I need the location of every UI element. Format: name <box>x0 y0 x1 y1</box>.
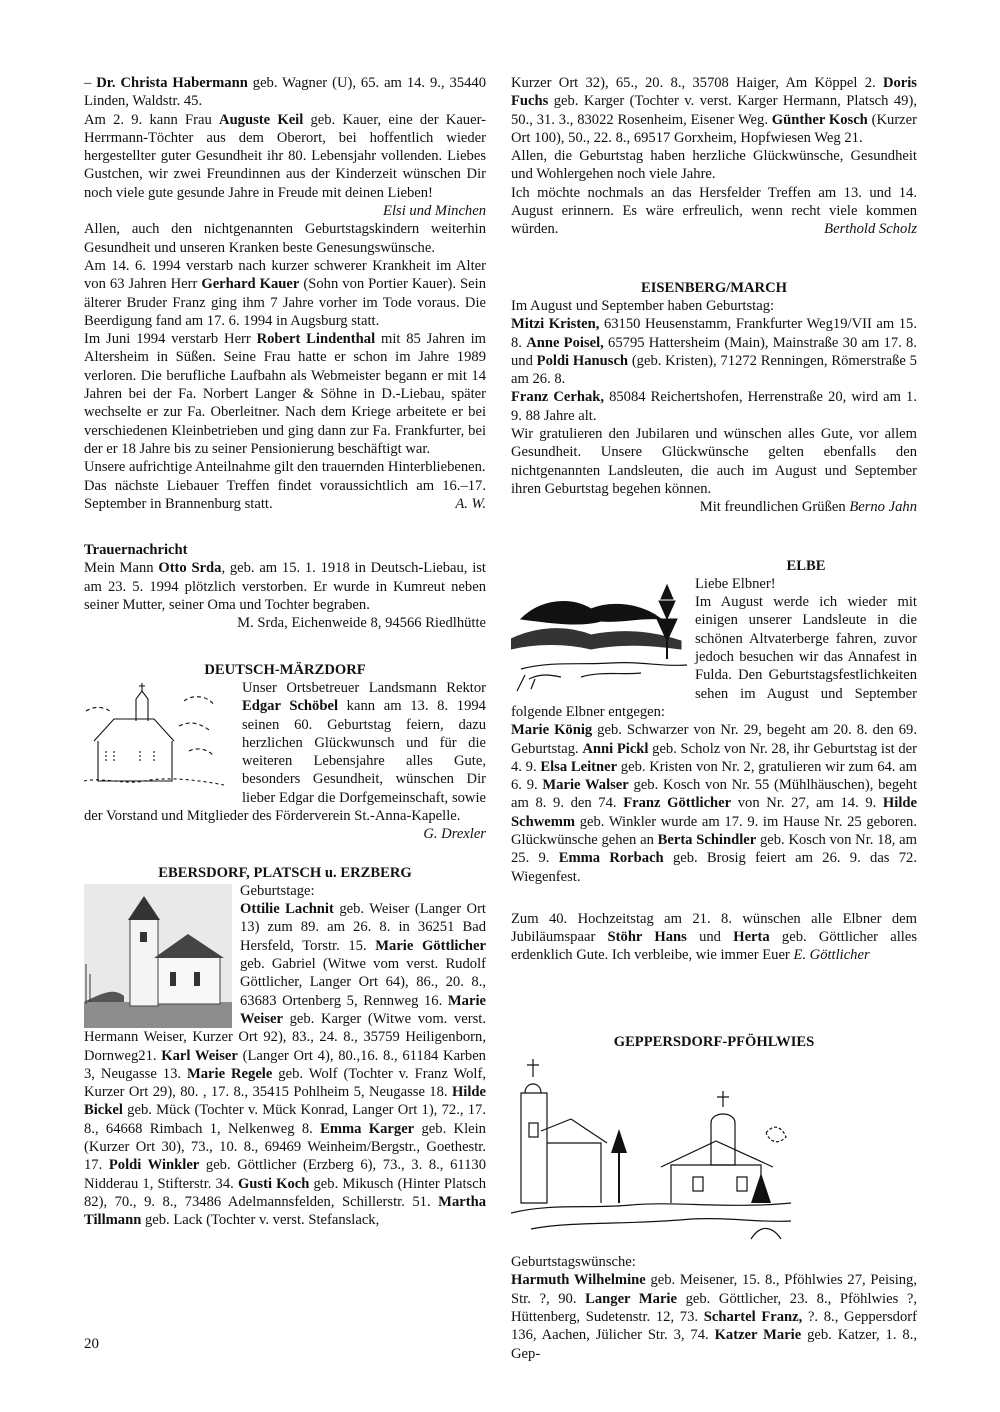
signature: Berthold Scholz <box>824 221 917 238</box>
elbe-section <box>511 557 917 722</box>
elbe-birthdays: Marie König geb. Schwarzer von Nr. 29, begeht am 20. 8. den 69. Geburtstag. Anni Pickl geb. Scholz von Nr. 28, ihr Geburtstag ist der 4. 9. Elsa Leitner geb. Kristen von Nr. 2, gratulieren wir zum 64. am 6. 9. Marie Walser geb. Kosch von Nr. 55 (Mühlhäuschen), begeht am 8. 9. den 74. Franz Göttlicher von Nr. 27, am 14. 9. Hilde Schwemm geb. Winkler wurde am 17. 9. im Hause Nr. 25 geboren. Glückwünsche gehen an Berta Schindler geb. Kosch von Nr. 18, am 25. 9. Emma Rorbach geb. Brosig feiert am 26. 9. das 72. Wiegenfest. <box>511 722 917 885</box>
eisenberg-birthdays: Mitzi Kristen, 63150 Heusenstamm, Frankfurter Weg19/VII am 15. 8. Anne Poisel, 65795 Hattersheim (Main), Mainstraße 30 am 17. 8. und Poldi Hanusch (geb. Kristen), 71272 Renningen, Römerstraße 5 am 26. 8. <box>511 316 917 388</box>
elbe-greeting: Liebe Elbner! <box>695 575 776 592</box>
signature: Elsi und Minchen <box>383 203 486 220</box>
trauernachricht-signature: M. Srda, Eichenweide 8, 94566 Riedlhütte <box>237 615 486 632</box>
birthday-habermann: – Dr. Christa Habermann geb. Wagner (U), 65. am 14. 9., 35440 Linden, Waldstr. 45. <box>84 75 486 110</box>
obituary-lindenthal: Im Juni 1994 verstarb Herr Robert Lindenthal mit 85 Jahren im Altersheim in Süßen. Seine Frau hatte er schon im Jahre 1989 verloren. Die berufliche Laufbahn als Webmeister begann er mit 14 Jahren bei der Fa. Norbert Langer & Söhne in D.-Liebau, später wechselte er zur Fa. Oberleitner. Nach dem Kriege arbeitete er bei verschiedenen Kleinbetrieben und ging dann zur Fa. Frankfurter, bei der er 18 Jahre bis zu seiner Pensionierung beschäftigt war. <box>84 331 486 457</box>
condolence-paragraph: Unsere aufrichtige Anteilnahme gilt den trauernden Hinterbliebenen. <box>84 459 486 476</box>
geppersdorf-section: Geburtstagswünsche: Harmuth Wilhelmine geb. Meisener, 15. 8., Pföhlwies 27, Peising, Str. ?, 90. Langer Marie geb. Göttlicher, 23. 8., Pföhlwies ?, Hüttenberg, Sudetenstr. 12, 73. Schartel Franz, ?. 8., Geppersdorf 136, Aachen, Jülicher Str. 3, 74. Katzer Marie geb. Katzer, 1. 8., Gep- <box>511 1051 917 1363</box>
trauernachricht-title: Trauernachricht <box>84 542 188 559</box>
section-title-ebersdorf: EBERSDORF, PLATSCH u. ERZBERG <box>158 864 412 881</box>
eisenberg-wishes: Wir gratulieren den Jubilaren und wünschen alles Gute, vor allem Gesundheit. Unsere Glückwünsche gelten ebenfalls den nichtgenannten Landsleuten, die auch im August und September ihren Geburtstag begehen können. <box>511 426 917 497</box>
signature: A. W. <box>455 495 486 512</box>
signature: E. Göttlicher <box>793 947 870 964</box>
mountain-landscape-sketch <box>511 579 689 695</box>
section-title-deutsch-maerzdorf: DEUTSCH-MÄRZDORF <box>204 661 366 678</box>
section-title-eisenberg: EISENBERG/MARCH <box>641 279 787 296</box>
eisenberg-intro: Im August und September haben Geburtstag: <box>511 297 775 314</box>
meeting-notice: Das nächste Liebauer Treffen findet voraussichtlich am 16.–17. September in Brannenburg statt. A. W. <box>84 477 486 512</box>
left-column <box>84 74 486 1230</box>
birthday-keil: Am 2. 9. kann Frau Auguste Keil geb. Kauer, eine der Kauer-Herrmann-Töchter aus dem Oberort, bei hoffentlich wieder hergestellter guter Gesundheit ihr 80. Lebensjahr vollenden. Liebes Gustchen, wir zwei Freundinnen aus der Kinderzeit wünschen Dir noch viele gute gesunde Jahre in Freude mit deinen Lieben! Elsi und Minchen <box>84 111 486 220</box>
eisenberg-cerhak: Franz Cerhak, 85084 Reichertshofen, Herrenstraße 20, wird am 1. 9. 88 Jahre alt. <box>511 389 917 424</box>
eisenberg-closing: Mit freundlichen Grüßen Berno Jahn <box>699 499 917 516</box>
continued-birthdays: Kurzer Ort 32), 65., 20. 8., 35708 Haiger, Am Köppel 2. Doris Fuchs geb. Karger (Tochter v. verst. Karger Hermann, Platsch 49), 50., 31. 3., 83022 Rosenheim, Eisener Weg. Günther Kosch (Kurzer Ort 100), 50., 22. 8., 69517 Gorxheim, Hopfwiesen Weg 21. <box>511 75 917 146</box>
church-photo-illustration <box>84 884 232 1028</box>
right-column <box>511 74 917 1363</box>
signature: G. Drexler <box>423 826 486 843</box>
ebersdorf-section: Geburtstage: Ottilie Lachnit geb. Weiser (Langer Ort 13) zum 89. am 26. 8. in 36251 Bad Hersfeld, Torstr. 15. Marie Göttlicher geb. Gabriel (Witwe vom verst. Rudolf Göttlicher, Langer Ort 64), 86., 20. 8., 63683 Ortenberg 5, Rennweg 16. Marie Weiser geb. Karger (Witwe vom. verst. Hermann Weiser, Kurzer Ort 92), 83., 24. 8., 35759 Heiligenborn, Dornweg21. Karl Weiser (Langer Ort 4), 80.,16. 8., 61184 Karben 3, Neugasse 13. Marie Regele geb. Wolf (Tochter v. Franz Wolf, Kurzer Ort 29), 80. , 17. 8., 35415 Pohlheim 5, Neugasse 18. Hilde Bickel geb. Mück (Tochter v. Mück Konrad, Langer Ort 1), 72., 17. 8., 64668 Rimbach 1, Nelkenweg 8. Emma Karger geb. Klein (Kurzer Ort 30), 73., 10. 8., 69469 Weinheim/Bergstr., Goethestr. 17. Poldi Winkler geb. Göttlicher (Erzberg 6), 73., 3. 8., 61130 Nidderau 1, Stifterstr. 34. Gusti Koch geb. Mikusch (Hinter Platsch 82), 70., 9. 8., 73486 Adelmannsfelden, Schillerstr. 51. Martha Tillmann geb. Lack (Tochter v. verst. Stefanslack, <box>84 882 487 1229</box>
page-number: 20 <box>84 1336 99 1352</box>
elbe-intro: Im August werde ich wieder mit einigen unserer Landsleute in die schönen Altvaterberge fahren, zuvor jedoch besuchen wir das Annafest in Fulda. Den Geburtstagsfestlichkeiten sehen im August und September folgende Elbner entgegen: <box>511 594 917 720</box>
maerzdorf-section: Unser Ortsbetreuer Landsmann Rektor Edgar Schöbel kann am 13. 8. 1994 seinen 60. Geburtstag feiern, dazu herzlichen Glückwunsch und für die weiteren Lebensjahre alles Gute, besonders Gesundheit, wünschen Dir lieber Edgar die Dorfgemeinschaft, sowie der Vorstand und Mitglieder des Förderverein St.-Anna-Kapelle. G. Drexler <box>84 679 486 843</box>
wishes-paragraph: Allen, auch den nichtgenannten Geburtstagskindern weiterhin Gesundheit und unseren Kranken beste Genesungswünsche. <box>84 221 486 256</box>
section-title-geppersdorf: GEPPERSDORF-PFÖHLWIES <box>613 1033 815 1050</box>
wishes-paragraph: Allen, die Geburtstag haben herzliche Glückwünsche, Gesundheit und Wohlergehen noch viele Jahre. <box>511 148 917 183</box>
section-title-elbe: ELBE <box>786 557 826 574</box>
trauernachricht-text: Mein Mann Otto Srda, geb. am 15. 1. 1918 in Deutsch-Liebau, ist am 23. 5. 1994 plötzlich verstorben. Er wurde in Kumreut neben seiner Mutter, seiner Oma und Tochter begraben. <box>84 560 486 614</box>
village-church-sketch <box>511 1053 791 1253</box>
obituary-kauer: Am 14. 6. 1994 verstarb nach kurzer schwerer Krankheit im Alter von 63 Jahren Herr Gerhard Kauer (Sohn von Portier Kauer). Sein älterer Bruder Franz ging ihm 7 Jahre vorher im Tode voraus. Die Beerdigung fand am 17. 6. 1994 in Augsburg statt. <box>84 257 487 329</box>
elbe-anniversary: Zum 40. Hochzeitstag am 21. 8. wünschen alle Elbner dem Jubiläumspaar Stöhr Hans und Herta geb. Göttlicher alles erdenklich Gute. Ich verbleibe, wie immer Euer E. Göttlicher <box>511 910 918 964</box>
chapel-sketch-illustration <box>84 681 234 789</box>
hersfeld-reminder: Ich möchte nochmals an das Hersfelder Treffen am 13. und 14. August erinnern. Es wäre erfreulich, wenn recht viele kommen würden. Berthold Scholz <box>511 184 917 238</box>
